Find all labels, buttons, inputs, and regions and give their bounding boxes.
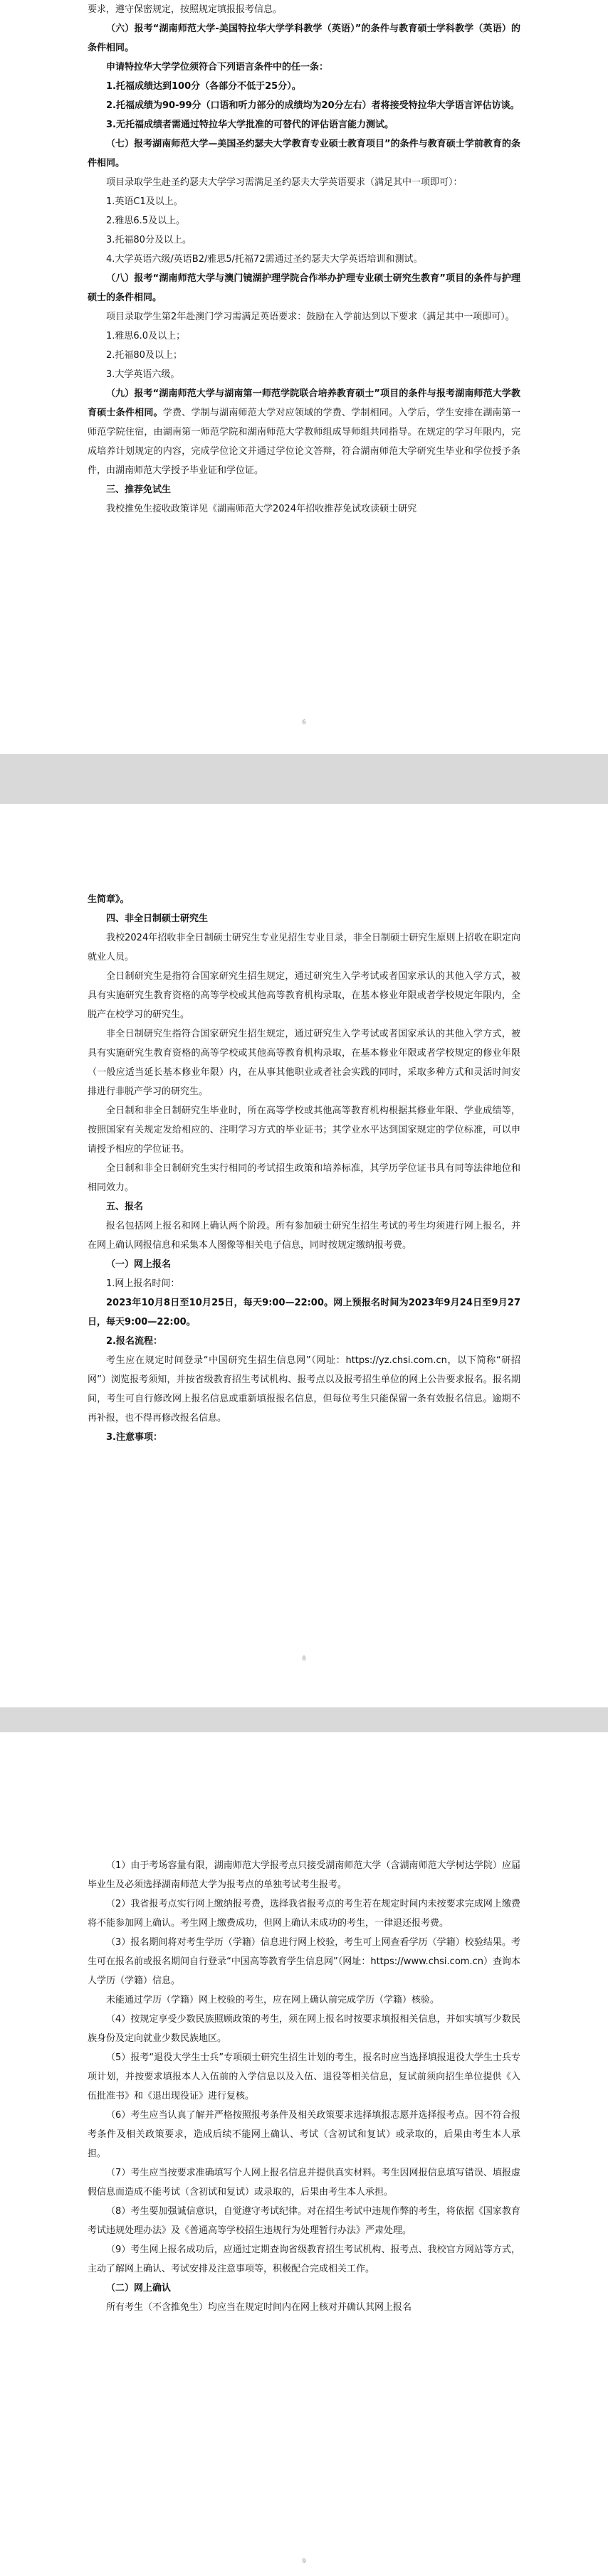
page-number: 6 <box>302 719 306 726</box>
paragraph: （5）报考“退役大学生士兵”专项硕士研究生招生计划的考生，报名时应当选择填报退役大学生士兵专项计划，并按要求填报本人入伍前的入学信息以及入伍、退役等相关信息，复试前须向招生单位提供《入伍批准书》和《退出现役证》进行复核。 <box>88 2052 520 2101</box>
bold-paragraph: 3.无托福成绩者需通过特拉华大学批准的可替代的评估语言能力测试。 <box>106 120 394 130</box>
paragraph: （7）考生应当按要求准确填写个人网上报名信息并提供真实材料。考生因网报信息填写错误、填报虚假信息而造成不能考试（含初试和复试）或录取的，后果由考生本人承担。 <box>88 2168 520 2198</box>
paragraph: 项目录取学生第2年赴澳门学习需满足英语要求：鼓励在入学前达到以下要求（满足其中一项即可）。 <box>106 312 515 322</box>
bold-paragraph: （八）报考“湖南师范大学与澳门镜湖护理学院合作举办护理专业硕士研究生教育”项目的条件与护理硕士的条件相同。 <box>88 273 520 303</box>
paragraph: 2.托福80及以上； <box>106 350 182 361</box>
document-page-9 <box>0 1732 608 2576</box>
bold-paragraph: 2.报名流程： <box>106 1336 162 1347</box>
page-body <box>0 1732 608 2317</box>
paragraph: 所有考生（不含推免生）均应当在规定时间内在网上核对并确认其网上报名 <box>106 2302 412 2313</box>
paragraph: （3）报名期间将对考生学历（学籍）信息进行网上校验，考生可上网查看学历（学籍）校验结果。考生可在报名前或报名期间自行登录“中国高等教育学生信息网”（网址：https://www.chsi.com.cn）查询本人学历（学籍）信息。 <box>88 1937 520 1986</box>
paragraph: 我校2024年招收非全日制硕士研究生专业见招生专业目录，非全日制硕士研究生原则上招收在职定向就业人员。 <box>88 933 520 963</box>
document-page-6 <box>0 0 608 754</box>
document-page-8 <box>0 804 608 1707</box>
bold-paragraph: 1.托福成绩达到100分（各部分不低于25分）。 <box>106 81 301 92</box>
paragraph: 报名包括网上报名和网上确认两个阶段。所有参加硕士研究生招生考试的考生均须进行网上报名，并在网上确认网报信息和采集本人图像等相关电子信息，同时按规定缴纳报考费。 <box>88 1221 520 1251</box>
page-body <box>0 804 608 1447</box>
page-number: 8 <box>302 1655 306 1662</box>
paragraph: 全日制和非全日制研究生毕业时，所在高等学校或其他高等教育机构根据其修业年限、学业成绩等，按照国家有关规定发给相应的、注明学习方式的毕业证书；其学业水平达到国家规定的学位标准，可以申请授予相应的学位证书。 <box>88 1106 520 1155</box>
bold-paragraph: （七）报考湖南师范大学—美国圣约瑟夫大学教育专业硕士教育项目”的条件与教育硕士学前教育的条件相同。 <box>88 139 520 169</box>
paragraph: 考生应在规定时间登录“中国研究生招生信息网”（网址：https://yz.chsi.com.cn，以下简称“研招网”）浏览报考须知，并按省级教育招生考试机构、报考点以及报考招生单位的网上公告要求报名。报名期间，考生可自行修改网上报名信息或重新填报报名信息，但每位考生只能保留一条有效报名信息。逾期不再补报，也不得再修改报名信息。 <box>88 1355 520 1424</box>
bold-paragraph: 2023年10月8日至10月25日，每天9:00—22:00。网上预报名时间为2023年9月24日至9月27日，每天9:00—22:00。 <box>88 1298 520 1327</box>
paragraph: 3.托福80分及以上。 <box>106 235 192 245</box>
paragraph: 2.雅思6.5及以上。 <box>106 216 186 226</box>
paragraph: （1）由于考场容量有限，湖南师范大学报考点只接受湖南师范大学（含湖南师范大学树达学院）应届毕业生及必须选择湖南师范大学为报考点的单独考试考生报考。 <box>88 1860 520 1890</box>
bold-paragraph: 3.注意事项： <box>106 1432 162 1443</box>
paragraph: （4）按规定享受少数民族照顾政策的考生，须在网上报名时按要求填报相关信息，并如实填写少数民族身份及定向就业少数民族地区。 <box>88 2014 520 2044</box>
paragraph: 未能通过学历（学籍）网上校验的考生，应在网上确认前完成学历（学籍）核验。 <box>106 1995 440 2005</box>
paragraph-bold-lead: （九）报考“湖南师范大学与湖南第一师范学院联合培养教育硕士”项目的条件与报考湖南师范大学教育硕士条件相同。 <box>88 388 520 418</box>
paragraph: 全日制研究生是指符合国家研究生招生规定，通过研究生入学考试或者国家承认的其他入学方式，被具有实施研究生教育资格的高等学校或其他高等教育机构录取，在基本修业年限或者学校规定年限内，全脱产在校学习的研究生。 <box>88 971 520 1020</box>
paragraph: （6）考生应当认真了解并严格按照报考条件及相关政策要求选择填报志愿并选择报考点。因不符合报考条件及相关政策要求，造成后续不能网上确认、考试（含初试和复试）或录取的，后果由考生本人承担。 <box>88 2110 520 2159</box>
paragraph: （8）考生要加强诚信意识，自觉遵守考试纪律。对在招生考试中违规作弊的考生，将依据《国家教育考试违规处理办法》及《普通高等学校招生违规行为处理暂行办法》严肃处理。 <box>88 2206 520 2236</box>
bold-paragraph: （二）网上确认 <box>106 2283 172 2294</box>
bold-paragraph: 2.托福成绩为90-99分（口语和听力部分的成绩均为20分左右）者将接受特拉华大学语言评估访谈。 <box>106 100 520 111</box>
paragraph: 非全日制研究生指符合国家研究生招生规定，通过研究生入学考试或者国家承认的其他入学方式，被具有实施研究生教育资格的高等学校或其他高等教育机构录取，在基本修业年限或者学校规定的修业年限（一般应适当延长基本修业年限）内，在从事其他职业或者社会实践的同时，采取多种方式和灵活时间安排进行非脱产学习的研究生。 <box>88 1029 520 1097</box>
bold-paragraph: 申请特拉华大学学位须符合下列语言条件中的任一条： <box>106 62 329 73</box>
paragraph: 要求，遵守保密规定，按照规定填报报考信息。 <box>88 4 283 15</box>
bold-paragraph: 五、报名 <box>106 1202 144 1212</box>
paragraph: 1.英语C1及以上。 <box>106 196 183 207</box>
page-number: 9 <box>302 2558 306 2565</box>
paragraph: 全日制和非全日制研究生实行相同的考试招生政策和培养标准，其学历学位证书具有同等法律地位和相同效力。 <box>88 1163 520 1193</box>
paragraph: 3.大学英语六级。 <box>106 369 180 380</box>
bold-paragraph: （六）报考“湖南师范大学-美国特拉华大学学科教学（英语）”的条件与教育硕士学科教学（英语）的条件相同。 <box>88 23 520 53</box>
paragraph-rest: 学费、学制与湖南师范大学对应领域的学费、学制相同。入学后，学生安排在湖南第一师范学院住宿，由湖南第一师范学院和湖南师范大学教师组成导师组共同指导。在规定的学习年限内，完成培养计划规定的内容，完成学位论文并通过学位论文答辩，符合湖南师范大学研究生毕业和学位授予条件，由湖南师范大学授予毕业证和学位证。 <box>88 408 520 476</box>
paragraph: 4.大学英语六级/英语B2/雅思5/托福72需通过圣约瑟夫大学英语培训和测试。 <box>106 254 423 265</box>
bold-paragraph: 三、推荐免试生 <box>106 484 172 495</box>
paragraph: 项目录取学生赴圣约瑟夫大学学习需满足圣约瑟夫大学英语要求（满足其中一项即可）： <box>106 177 463 188</box>
bold-paragraph: 四、非全日制硕士研究生 <box>106 913 209 924</box>
paragraph <box>88 384 520 480</box>
paragraph: （9）考生网上报名成功后，应通过定期查询省级教育招生考试机构、报考点、我校官方网站等方式，主动了解网上确认、考试安排及注意事项等，积极配合完成相关工作。 <box>88 2244 520 2274</box>
bold-paragraph: 生简章》。 <box>88 894 130 905</box>
paragraph: （2）我省报考点实行网上缴纳报考费，选择我省报考点的考生若在规定时间内未按要求完成网上缴费将不能参加网上确认。考生网上缴费成功，但网上确认未成功的考生，一律退还报考费。 <box>88 1899 520 1929</box>
paragraph: 我校推免生接收政策详见《湖南师范大学2024年招收推荐免试攻读硕士研究 <box>106 504 417 514</box>
page-body <box>0 0 608 519</box>
paragraph: 1.网上报名时间： <box>106 1278 180 1289</box>
paragraph: 1.雅思6.0及以上； <box>106 331 186 341</box>
bold-paragraph: （一）网上报名 <box>106 1259 172 1270</box>
